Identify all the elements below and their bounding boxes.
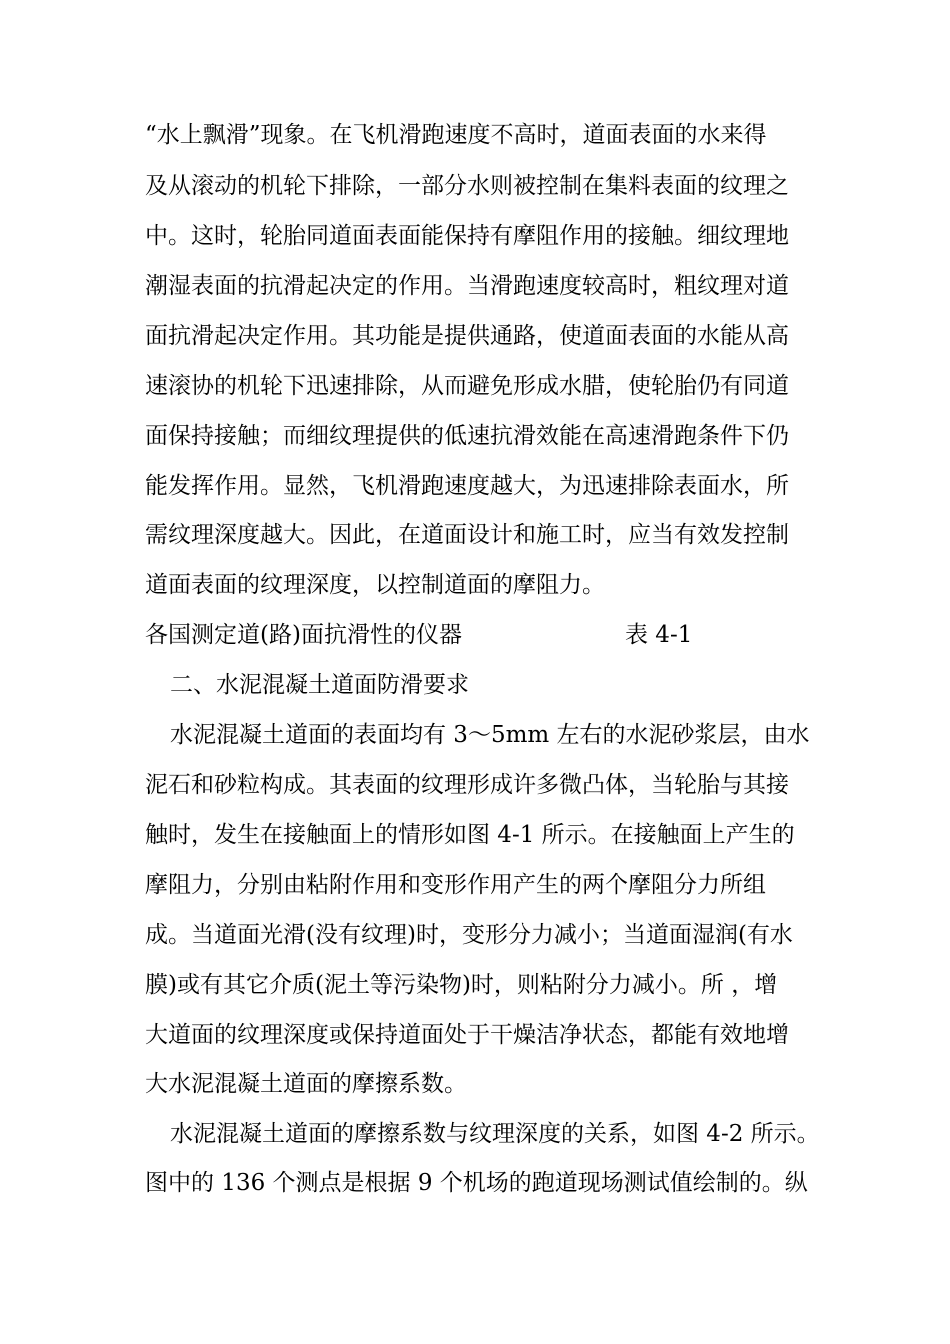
paragraph-1-line-6: 速滚协的机轮下迅速排除，从而避免形成水腊，使轮胎仍有同道 (145, 373, 789, 399)
paragraph-3-line-1: 水泥混凝土道面的摩擦系数与纹理深度的关系，如图 4-2 所示。 (170, 1121, 820, 1147)
paragraph-1-line-8: 能发挥作用。显然，飞机滑跑速度越大，为迅速排除表面水，所 (145, 473, 789, 499)
paragraph-2-line-7: 大道面的纹理深度或保持道面处于干燥洁净状态，都能有效地增 (145, 1022, 789, 1048)
paragraph-1-line-4: 潮湿表面的抗滑起决定的作用。当滑跑速度较高时，粗纹理对道 (145, 273, 789, 299)
table-caption-number: 表 4-1 (625, 622, 693, 648)
paragraph-1-line-7: 面保持接触；而细纹理提供的低速抗滑效能在高速滑跑条件下仍 (145, 423, 789, 449)
table-caption-title: 各国测定道(路)面抗滑性的仪器 (145, 622, 462, 648)
paragraph-1-line-3: 中。这时，轮胎同道面表面能保持有摩阻作用的接触。细纹理地 (145, 223, 789, 249)
paragraph-2-line-8: 大水泥混凝土道面的摩擦系数。 (145, 1071, 467, 1097)
paragraph-2-line-3: 触时，发生在接触面上的情形如图 4-1 所示。在接触面上产生的 (145, 822, 795, 848)
paragraph-2-line-6: 膜)或有其它介质(泥土等污染物)时，则粘附分力减小。所 ，增 (145, 972, 778, 998)
paragraph-1-line-5: 面抗滑起决定作用。其功能是提供通路，使道面表面的水能从高 (145, 323, 789, 349)
paragraph-2-line-2: 泥石和砂粒构成。其表面的纹理形成许多微凸体，当轮胎与其接 (145, 772, 789, 798)
paragraph-3-line-2: 图中的 136 个测点是根据 9 个机场的跑道现场测试值绘制的。纵 (145, 1170, 808, 1196)
paragraph-2-line-4: 摩阻力，分别由粘附作用和变形作用产生的两个摩阻分力所组 (145, 872, 766, 898)
paragraph-1-line-9: 需纹理深度越大。因此，在道面设计和施工时，应当有效发控制 (145, 522, 789, 548)
paragraph-1-line-10: 道面表面的纹理深度，以控制道面的摩阻力。 (145, 572, 605, 598)
paragraph-1-line-1: “水上飘滑”现象。在飞机滑跑速度不高时，道面表面的水来得 (145, 122, 767, 148)
section-heading: 二、水泥混凝土道面防滑要求 (170, 672, 469, 698)
paragraph-1-line-2: 及从滚动的机轮下排除，一部分水则被控制在集料表面的纹理之 (145, 173, 789, 199)
paragraph-2-line-1: 水泥混凝土道面的表面均有 3～5mm 左右的水泥砂浆层，由水 (170, 722, 810, 748)
paragraph-2-line-5: 成。当道面光滑(没有纹理)时，变形分力减小；当道面湿润(有水 (145, 922, 793, 948)
